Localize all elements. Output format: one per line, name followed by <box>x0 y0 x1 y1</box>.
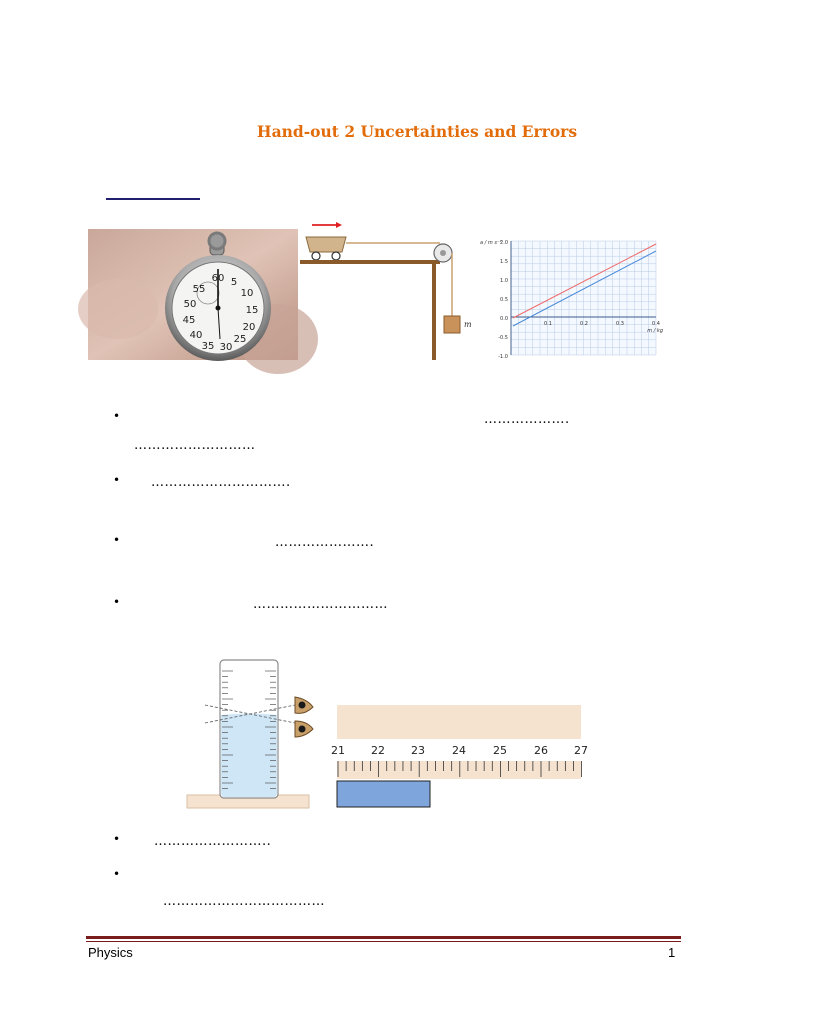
y-tick: 1.0 <box>500 278 508 284</box>
bullet-marker: • <box>113 473 121 487</box>
ruler-label: 25 <box>493 744 507 757</box>
bullet-marker: • <box>113 533 121 547</box>
ruler-label: 27 <box>574 744 588 757</box>
bullet-marker: • <box>113 867 121 881</box>
footer-subject: Physics <box>88 945 133 960</box>
dial-number: 25 <box>233 334 247 345</box>
y-tick: -1.0 <box>498 354 508 360</box>
cart-icon <box>306 237 346 252</box>
x-tick: 0.2 <box>580 321 588 327</box>
y-axis-label: a / m s⁻² <box>480 240 502 246</box>
acceleration-mass-graph <box>478 236 668 362</box>
x-tick: 0.4 <box>652 321 660 327</box>
ruler-body-bottom <box>337 761 581 779</box>
eye-icon <box>295 721 313 737</box>
ruler-body-top <box>337 705 581 739</box>
y-tick: 2.0 <box>500 240 508 246</box>
y-tick: 0.5 <box>500 297 508 303</box>
footer-rule-thin <box>86 941 681 942</box>
y-tick: 1.5 <box>500 259 508 265</box>
stopwatch-photo <box>88 229 298 360</box>
fill-in-blank[interactable]: …………………….. <box>154 834 272 849</box>
hanging-mass <box>444 316 460 333</box>
dial-number: 30 <box>219 342 233 353</box>
dial-number: 20 <box>242 322 256 333</box>
table-top <box>300 260 440 264</box>
eye-icon <box>295 697 313 713</box>
footer-page-number: 1 <box>668 945 676 960</box>
ruler-label: 24 <box>452 744 466 757</box>
x-tick: 0.1 <box>544 321 552 327</box>
bullet-marker: • <box>113 409 121 423</box>
measuring-cylinder-figure <box>185 655 325 813</box>
bullet-marker: • <box>113 832 121 846</box>
mass-label: m <box>464 320 472 329</box>
dial-number: 45 <box>182 315 196 326</box>
dial-number: 50 <box>183 299 197 310</box>
ruler-label: 22 <box>371 744 385 757</box>
fill-in-blank[interactable]: ………………. <box>484 412 570 427</box>
fill-in-blank[interactable]: ……………………………… <box>163 894 325 909</box>
fill-in-blank[interactable]: …………………. <box>275 535 375 550</box>
ruler-label: 21 <box>331 744 345 757</box>
section-underline <box>106 198 200 200</box>
ruler-label: 26 <box>534 744 548 757</box>
dial-number: 10 <box>240 288 254 299</box>
page-title: Hand-out 2 Uncertainties and Errors <box>256 122 578 141</box>
y-tick: -0.5 <box>498 335 508 341</box>
dial-number: 60 <box>211 273 225 284</box>
cart-pulley-figure <box>300 216 476 360</box>
ruler-label: 23 <box>411 744 425 757</box>
dial-number: 5 <box>230 277 238 288</box>
dial-number: 15 <box>245 305 259 316</box>
ruler-figure <box>327 703 588 811</box>
x-tick: 0.3 <box>616 321 624 327</box>
x-axis-label: m / kg <box>647 328 663 334</box>
fill-in-blank[interactable]: ………………………… <box>253 597 388 612</box>
dial-number: 55 <box>192 284 206 295</box>
footer-rule <box>86 936 681 939</box>
y-tick: 0.0 <box>500 316 508 322</box>
dial-number: 35 <box>201 341 215 352</box>
measured-block <box>337 781 430 807</box>
bullet-marker: • <box>113 595 121 609</box>
dial-number: 40 <box>189 330 203 341</box>
fill-in-blank[interactable]: ……………………… <box>134 438 256 453</box>
fill-in-blank[interactable]: …………………………. <box>151 475 291 490</box>
